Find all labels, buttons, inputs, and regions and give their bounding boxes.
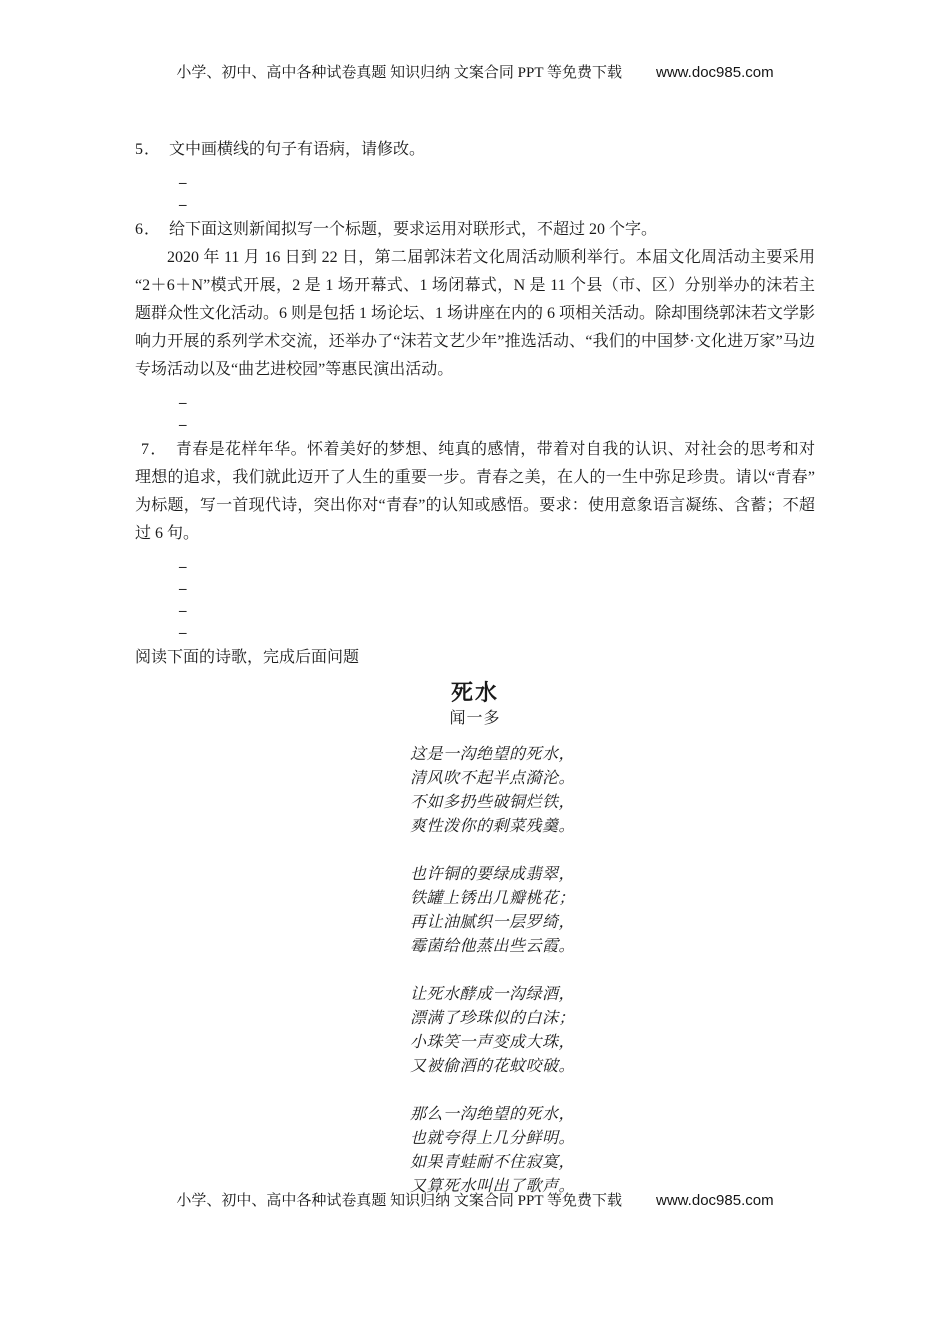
poem-line: 不如多扔些破铜烂铁，: [410, 792, 576, 811]
reading-prompt: 阅读下面的诗歌，完成后面问题: [135, 649, 360, 666]
question-5: [135, 136, 815, 164]
poem-line: 再让油腻织一层罗绮，: [410, 912, 576, 931]
answer-blank-line: –: [179, 625, 187, 641]
poem-line: 爽性泼你的剩菜残羹。: [410, 816, 576, 835]
poem-stanza: [410, 1102, 815, 1198]
poem-line: 又算死水叫出了歌声。: [410, 1176, 576, 1195]
answer-blank-line: –: [179, 175, 187, 191]
footer-site-url[interactable]: www.doc985.com: [656, 1192, 774, 1209]
answer-blank-line: –: [179, 417, 187, 433]
poem-author: 闻一多: [449, 710, 501, 727]
question-6-answer-blanks: [135, 392, 815, 436]
answer-blank-line: –: [179, 559, 187, 575]
document-body: [0, 136, 950, 1198]
poem-line: 如果青蛙耐不住寂寞，: [410, 1152, 576, 1171]
question-7: [135, 436, 815, 548]
poem-stanzas: [410, 742, 815, 1198]
question-6-number: 6．: [135, 221, 162, 238]
answer-blank-line: –: [179, 581, 187, 597]
question-6: [135, 216, 815, 244]
question-5-text: 文中画横线的句子有语病，请修改。: [169, 141, 426, 158]
poem-stanza: [410, 742, 815, 838]
poem-stanza: [410, 862, 815, 958]
question-5-answer-blanks: [135, 172, 815, 216]
page-header: [0, 0, 950, 84]
poem-line: 铁罐上锈出几瓣桃花；: [410, 888, 576, 907]
poem-line: 漂满了珍珠似的白沫；: [410, 1008, 576, 1027]
poem-line: 也就夸得上几分鲜明。: [410, 1128, 576, 1147]
header-tagline: 小学、初中、高中各种试卷真题 知识归纳 文案合同 PPT 等免费下载: [176, 65, 623, 81]
poem-line: 让死水酵成一沟绿酒，: [410, 984, 576, 1003]
answer-blank-line: –: [179, 603, 187, 619]
question-7-answer-blanks: [135, 556, 815, 644]
poem-line: 也许铜的要绿成翡翠，: [410, 864, 576, 883]
poem-line: 这是一沟绝望的死水，: [410, 744, 576, 763]
answer-blank-line: –: [179, 197, 187, 213]
poem-line: 那么一沟绝望的死水，: [410, 1104, 576, 1123]
question-5-number: 5．: [135, 141, 162, 158]
poem-line: 清风吹不起半点漪沦。: [410, 768, 576, 787]
poem-stanza: [410, 982, 815, 1078]
poem-line: 又被偷酒的花蚊咬破。: [410, 1056, 576, 1075]
poem-title: 死水: [450, 680, 499, 705]
question-6-news-paragraph: 2020 年 11 月 16 日到 22 日，第二届郭沫若文化周活动顺利举行。本届文化周活动主要采用“2＋6＋N”模式开展，2 是 1 场开幕式、1 场闭幕式，N 是 11 个县（市、区）分别举办的沫若主题群众性文化活动。6 则是包括 1 场论坛、1 场讲座在内的 6 项相关活动。除却围绕郭沫若文学影响力开展的系列学术交流，还举办了“沫若文艺少年”推选活动、“我们的中国梦·文化进万家”马边专场活动以及“曲艺进校园”等惠民演出活动。: [135, 249, 816, 378]
answer-blank-line: –: [179, 395, 187, 411]
header-site-url[interactable]: www.doc985.com: [656, 64, 774, 81]
question-7-number: 7．: [141, 441, 168, 458]
question-6-text: 给下面这则新闻拟写一个标题，要求运用对联形式，不超过 20 个字。: [169, 221, 658, 238]
footer-tagline: 小学、初中、高中各种试卷真题 知识归纳 文案合同 PPT 等免费下载: [176, 1193, 623, 1209]
poem-line: 霉菌给他蒸出些云霞。: [410, 936, 576, 955]
page-footer: [0, 1190, 950, 1212]
question-7-text: 青春是花样年华。怀着美好的梦想、纯真的感情，带着对自我的认识、对社会的思考和对理想的追求，我们就此迈开了人生的重要一步。青春之美，在人的一生中弥足珍贵。请以“青春”为标题，写一首现代诗，突出你对“青春”的认知或感悟。要求：使用意象语言凝练、含蓄；不超过 6 句。: [135, 441, 815, 542]
poem-line: 小珠笑一声变成大珠，: [410, 1032, 576, 1051]
